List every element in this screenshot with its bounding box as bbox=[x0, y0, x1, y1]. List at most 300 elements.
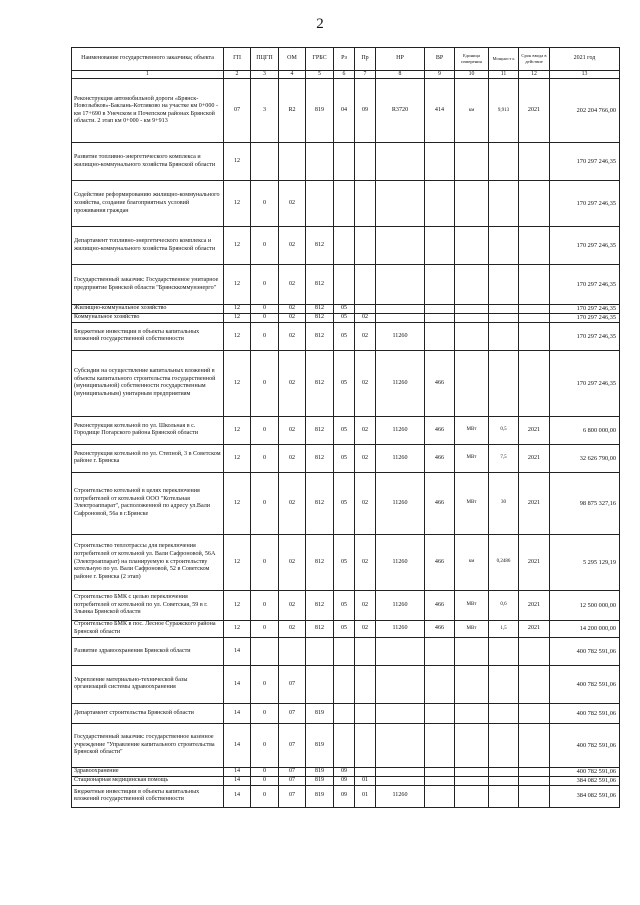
cell-nr: 11260 bbox=[376, 785, 425, 807]
cell-cap bbox=[489, 665, 519, 703]
table-row bbox=[72, 416, 620, 444]
cell-pr bbox=[355, 305, 376, 314]
row-name: Развитие здравоохранения Брянской области bbox=[72, 637, 224, 665]
cell-nr bbox=[376, 143, 425, 181]
row-name: Строительство БМК в пос. Лесное Суражского района Брянской области bbox=[72, 620, 224, 637]
table-row bbox=[72, 776, 620, 785]
row-name: Строительство БМК с целью переключения потребителей от котельной по ул. Советская, 59 в г. Злынка Брянской области bbox=[72, 590, 224, 620]
cell-amount: 400 782 591,06 bbox=[550, 703, 620, 723]
cell-term bbox=[519, 703, 550, 723]
cell-pcgp: 0 bbox=[251, 776, 279, 785]
cell-amount: 170 297 246,35 bbox=[550, 314, 620, 323]
table-row bbox=[72, 767, 620, 776]
cell-vr: 466 bbox=[425, 620, 455, 637]
cell-grbs bbox=[306, 181, 334, 227]
table-row bbox=[72, 620, 620, 637]
cell-cap bbox=[489, 637, 519, 665]
cell-amount: 400 782 591,06 bbox=[550, 723, 620, 767]
cell-gp: 14 bbox=[224, 776, 251, 785]
cell-gp: 12 bbox=[224, 143, 251, 181]
cell-unit bbox=[455, 314, 489, 323]
cell-rz bbox=[334, 723, 355, 767]
table-row bbox=[72, 79, 620, 143]
cell-rz: 05 bbox=[334, 314, 355, 323]
cell-amount: 170 297 246,35 bbox=[550, 181, 620, 227]
row-name: Субсидии на осуществление капитальных вложений в объекты капитального строительства государственной (муниципальной) собственности государственным (муниципальным) унитарным предприятиям bbox=[72, 350, 224, 416]
cell-nr bbox=[376, 181, 425, 227]
cell-amount: 170 297 246,35 bbox=[550, 143, 620, 181]
cell-cap bbox=[489, 227, 519, 265]
cell-nr bbox=[376, 227, 425, 265]
cell-amount: 170 297 246,35 bbox=[550, 227, 620, 265]
table-row bbox=[72, 703, 620, 723]
cell-cap: 0,2486 bbox=[489, 534, 519, 590]
cell-pr bbox=[355, 227, 376, 265]
cell-gp: 14 bbox=[224, 637, 251, 665]
cell-nr bbox=[376, 703, 425, 723]
cell-unit bbox=[455, 665, 489, 703]
cell-unit bbox=[455, 143, 489, 181]
cell-term: 2021 bbox=[519, 590, 550, 620]
cell-rz: 09 bbox=[334, 767, 355, 776]
table-row bbox=[72, 265, 620, 305]
table-row bbox=[72, 472, 620, 534]
cell-grbs: 812 bbox=[306, 620, 334, 637]
cell-term bbox=[519, 227, 550, 265]
cell-nr: 11260 bbox=[376, 322, 425, 350]
cell-amount: 384 082 591,06 bbox=[550, 776, 620, 785]
cell-cap bbox=[489, 350, 519, 416]
table-row bbox=[72, 723, 620, 767]
cell-nr bbox=[376, 776, 425, 785]
cell-pr: 02 bbox=[355, 472, 376, 534]
cell-nr: 11260 bbox=[376, 590, 425, 620]
cell-pcgp: 0 bbox=[251, 723, 279, 767]
cell-rz: 09 bbox=[334, 785, 355, 807]
table-row bbox=[72, 590, 620, 620]
cell-pr: 02 bbox=[355, 534, 376, 590]
cell-amount: 6 800 000,00 bbox=[550, 416, 620, 444]
page-number: 2 bbox=[316, 16, 324, 32]
cell-gp: 12 bbox=[224, 472, 251, 534]
column-number: 7 bbox=[355, 71, 376, 79]
cell-om: 07 bbox=[279, 723, 306, 767]
cell-om: 02 bbox=[279, 314, 306, 323]
cell-cap bbox=[489, 265, 519, 305]
column-header: ПЦГП bbox=[251, 48, 279, 71]
column-header: ВР bbox=[425, 48, 455, 71]
cell-rz: 04 bbox=[334, 79, 355, 143]
cell-om: 02 bbox=[279, 534, 306, 590]
cell-gp: 12 bbox=[224, 227, 251, 265]
cell-amount: 170 297 246,35 bbox=[550, 350, 620, 416]
cell-cap bbox=[489, 143, 519, 181]
cell-gp: 12 bbox=[224, 322, 251, 350]
table-row bbox=[72, 444, 620, 472]
cell-vr bbox=[425, 265, 455, 305]
cell-nr: 11260 bbox=[376, 444, 425, 472]
table-row bbox=[72, 785, 620, 807]
cell-unit: МВт bbox=[455, 590, 489, 620]
cell-gp: 12 bbox=[224, 620, 251, 637]
cell-term: 2021 bbox=[519, 534, 550, 590]
cell-grbs: 812 bbox=[306, 350, 334, 416]
cell-vr bbox=[425, 143, 455, 181]
cell-pcgp: 0 bbox=[251, 322, 279, 350]
cell-vr: 466 bbox=[425, 444, 455, 472]
cell-rz bbox=[334, 227, 355, 265]
cell-unit bbox=[455, 181, 489, 227]
row-name: Реконструкция автомобильной дороги «Брянск-Новозыбков»-Баклань-Котляково на участке км 0+000 - км 17+690 в Унечском и Почепском районах Брянской области. 2 этап км 0+000 - км 9+913 bbox=[72, 79, 224, 143]
column-number: 1 bbox=[72, 71, 224, 79]
cell-grbs bbox=[306, 637, 334, 665]
cell-cap bbox=[489, 314, 519, 323]
cell-gp: 14 bbox=[224, 723, 251, 767]
row-name: Государственный заказчик: Государственное унитарное предприятие Брянской области "Брянсккоммунэнерго" bbox=[72, 265, 224, 305]
cell-grbs: 819 bbox=[306, 767, 334, 776]
cell-pr bbox=[355, 703, 376, 723]
cell-om: R2 bbox=[279, 79, 306, 143]
cell-term: 2021 bbox=[519, 79, 550, 143]
cell-cap bbox=[489, 723, 519, 767]
cell-pr bbox=[355, 181, 376, 227]
cell-amount: 170 297 246,35 bbox=[550, 322, 620, 350]
row-name: Бюджетные инвестиции в объекты капитальных вложений государственной собственности bbox=[72, 322, 224, 350]
cell-pr: 02 bbox=[355, 314, 376, 323]
column-header: Рз bbox=[334, 48, 355, 71]
cell-nr bbox=[376, 265, 425, 305]
cell-vr bbox=[425, 665, 455, 703]
cell-vr bbox=[425, 227, 455, 265]
cell-gp: 12 bbox=[224, 416, 251, 444]
cell-vr bbox=[425, 314, 455, 323]
cell-cap: 9,913 bbox=[489, 79, 519, 143]
cell-rz: 05 bbox=[334, 620, 355, 637]
column-header: Наименование государственного заказчика; объекта bbox=[72, 48, 224, 71]
cell-amount: 170 297 246,35 bbox=[550, 265, 620, 305]
cell-term bbox=[519, 181, 550, 227]
cell-pr bbox=[355, 723, 376, 767]
cell-term: 2021 bbox=[519, 444, 550, 472]
cell-rz: 05 bbox=[334, 590, 355, 620]
cell-term bbox=[519, 637, 550, 665]
cell-term bbox=[519, 767, 550, 776]
cell-gp: 14 bbox=[224, 785, 251, 807]
cell-pcgp: 0 bbox=[251, 416, 279, 444]
cell-unit: МВт bbox=[455, 620, 489, 637]
cell-grbs: 819 bbox=[306, 776, 334, 785]
cell-pr: 02 bbox=[355, 620, 376, 637]
cell-rz: 05 bbox=[334, 444, 355, 472]
cell-term bbox=[519, 350, 550, 416]
cell-gp: 12 bbox=[224, 305, 251, 314]
column-header: Срок ввода в действие bbox=[519, 48, 550, 71]
cell-om: 02 bbox=[279, 227, 306, 265]
table-row bbox=[72, 227, 620, 265]
column-number: 9 bbox=[425, 71, 455, 79]
cell-amount: 14 200 000,00 bbox=[550, 620, 620, 637]
row-name: Укрепление материально-технической базы организаций системы здравоохранения bbox=[72, 665, 224, 703]
cell-amount: 32 626 790,00 bbox=[550, 444, 620, 472]
row-name: Реконструкция котельной по ул. Школьная в с. Городище Погарского района Брянской области bbox=[72, 416, 224, 444]
cell-pr bbox=[355, 665, 376, 703]
row-name: Государственный заказчик: государственное казенное учреждение "Управление капитального строительства Брянской области" bbox=[72, 723, 224, 767]
cell-gp: 14 bbox=[224, 767, 251, 776]
cell-vr: 466 bbox=[425, 472, 455, 534]
column-header: Мощност ь bbox=[489, 48, 519, 71]
cell-om: 07 bbox=[279, 767, 306, 776]
row-name: Департамент строительства Брянской области bbox=[72, 703, 224, 723]
cell-cap bbox=[489, 767, 519, 776]
cell-pcgp: 0 bbox=[251, 227, 279, 265]
row-name: Стационарная медицинская помощь bbox=[72, 776, 224, 785]
cell-unit: км bbox=[455, 79, 489, 143]
cell-cap bbox=[489, 322, 519, 350]
cell-unit bbox=[455, 703, 489, 723]
cell-pcgp bbox=[251, 143, 279, 181]
cell-rz bbox=[334, 665, 355, 703]
cell-term: 2021 bbox=[519, 620, 550, 637]
cell-unit bbox=[455, 637, 489, 665]
table-row bbox=[72, 665, 620, 703]
cell-om: 02 bbox=[279, 444, 306, 472]
cell-pcgp: 0 bbox=[251, 444, 279, 472]
cell-rz bbox=[334, 143, 355, 181]
cell-om: 07 bbox=[279, 665, 306, 703]
cell-rz: 05 bbox=[334, 472, 355, 534]
cell-pcgp: 0 bbox=[251, 314, 279, 323]
cell-rz: 05 bbox=[334, 416, 355, 444]
cell-unit bbox=[455, 305, 489, 314]
column-number: 12 bbox=[519, 71, 550, 79]
column-number: 3 bbox=[251, 71, 279, 79]
cell-unit bbox=[455, 227, 489, 265]
cell-pr bbox=[355, 637, 376, 665]
cell-pr: 02 bbox=[355, 590, 376, 620]
cell-grbs: 812 bbox=[306, 265, 334, 305]
cell-unit bbox=[455, 776, 489, 785]
cell-grbs: 812 bbox=[306, 322, 334, 350]
cell-unit bbox=[455, 785, 489, 807]
column-header: НР bbox=[376, 48, 425, 71]
table-row bbox=[72, 314, 620, 323]
cell-nr: 11260 bbox=[376, 416, 425, 444]
column-number: 10 bbox=[455, 71, 489, 79]
cell-unit: МВт bbox=[455, 444, 489, 472]
cell-pcgp: 0 bbox=[251, 703, 279, 723]
cell-amount: 5 295 129,19 bbox=[550, 534, 620, 590]
header-row bbox=[72, 48, 620, 71]
cell-grbs: 812 bbox=[306, 305, 334, 314]
cell-om bbox=[279, 637, 306, 665]
column-number-row bbox=[72, 71, 620, 79]
cell-om: 02 bbox=[279, 265, 306, 305]
table-body bbox=[72, 79, 620, 807]
cell-grbs bbox=[306, 665, 334, 703]
cell-pr: 02 bbox=[355, 444, 376, 472]
cell-pcgp bbox=[251, 637, 279, 665]
cell-grbs: 812 bbox=[306, 590, 334, 620]
cell-nr bbox=[376, 314, 425, 323]
cell-pr: 02 bbox=[355, 322, 376, 350]
cell-rz: 05 bbox=[334, 322, 355, 350]
cell-cap bbox=[489, 181, 519, 227]
cell-pr: 02 bbox=[355, 416, 376, 444]
cell-vr bbox=[425, 767, 455, 776]
cell-term bbox=[519, 776, 550, 785]
cell-vr: 466 bbox=[425, 590, 455, 620]
row-name: Строительство теплотрассы для переключения потребителей от котельной ул. Вали Сафроновой, 56А (Электроаппарат) на планируемую к строительству котельную по ул. Вали Сафроновой, 52 в Советском районе г. Брянска (2 этап) bbox=[72, 534, 224, 590]
cell-pcgp: 3 bbox=[251, 79, 279, 143]
cell-om: 02 bbox=[279, 472, 306, 534]
cell-pcgp: 0 bbox=[251, 350, 279, 416]
budget-table bbox=[71, 47, 620, 808]
cell-unit bbox=[455, 350, 489, 416]
row-name: Реконструкция котельной по ул. Степной, 3 в Советском районе г. Брянска bbox=[72, 444, 224, 472]
cell-om: 07 bbox=[279, 785, 306, 807]
cell-grbs: 812 bbox=[306, 472, 334, 534]
row-name: Здравоохранение bbox=[72, 767, 224, 776]
cell-term bbox=[519, 665, 550, 703]
cell-term bbox=[519, 265, 550, 305]
cell-grbs: 812 bbox=[306, 444, 334, 472]
cell-term bbox=[519, 723, 550, 767]
table-row bbox=[72, 534, 620, 590]
column-header: ОМ bbox=[279, 48, 306, 71]
cell-vr bbox=[425, 322, 455, 350]
column-number: 2 bbox=[224, 71, 251, 79]
table-row bbox=[72, 143, 620, 181]
cell-om: 02 bbox=[279, 590, 306, 620]
cell-grbs: 819 bbox=[306, 785, 334, 807]
cell-grbs: 812 bbox=[306, 314, 334, 323]
cell-pcgp: 0 bbox=[251, 620, 279, 637]
cell-pcgp: 0 bbox=[251, 590, 279, 620]
cell-cap bbox=[489, 776, 519, 785]
row-name: Строительство котельной в целях переключения потребителей от котельной ООО "Котельная Электроаппарат", расположенной по адресу ул.Вали Сафроновой, 56а в г.Брянске bbox=[72, 472, 224, 534]
cell-rz bbox=[334, 181, 355, 227]
cell-amount: 400 782 591,06 bbox=[550, 665, 620, 703]
column-header: ГРБС bbox=[306, 48, 334, 71]
cell-term bbox=[519, 322, 550, 350]
cell-vr bbox=[425, 723, 455, 767]
cell-om: 07 bbox=[279, 703, 306, 723]
cell-gp: 14 bbox=[224, 703, 251, 723]
row-name: Коммунальное хозяйство bbox=[72, 314, 224, 323]
cell-gp: 12 bbox=[224, 265, 251, 305]
cell-pr: 01 bbox=[355, 776, 376, 785]
cell-gp: 12 bbox=[224, 181, 251, 227]
cell-vr: 466 bbox=[425, 416, 455, 444]
cell-amount: 400 782 591,06 bbox=[550, 767, 620, 776]
cell-unit: км bbox=[455, 534, 489, 590]
cell-pcgp: 0 bbox=[251, 534, 279, 590]
cell-nr bbox=[376, 305, 425, 314]
column-number: 8 bbox=[376, 71, 425, 79]
cell-rz: 09 bbox=[334, 776, 355, 785]
cell-term bbox=[519, 305, 550, 314]
column-header: Пр bbox=[355, 48, 376, 71]
table-row bbox=[72, 181, 620, 227]
cell-term bbox=[519, 785, 550, 807]
cell-nr bbox=[376, 723, 425, 767]
cell-nr: 11260 bbox=[376, 472, 425, 534]
cell-amount: 98 875 327,16 bbox=[550, 472, 620, 534]
cell-grbs: 819 bbox=[306, 723, 334, 767]
cell-rz bbox=[334, 703, 355, 723]
cell-gp: 14 bbox=[224, 665, 251, 703]
cell-term: 2021 bbox=[519, 472, 550, 534]
cell-rz: 05 bbox=[334, 534, 355, 590]
cell-grbs bbox=[306, 143, 334, 181]
cell-rz bbox=[334, 637, 355, 665]
row-name: Департамент топливно-энергетического комплекса и жилищно-коммунального хозяйства Брянской области bbox=[72, 227, 224, 265]
cell-amount: 400 782 591,06 bbox=[550, 637, 620, 665]
table-row bbox=[72, 350, 620, 416]
cell-om: 02 bbox=[279, 620, 306, 637]
cell-grbs: 819 bbox=[306, 79, 334, 143]
cell-pcgp: 0 bbox=[251, 665, 279, 703]
column-number: 5 bbox=[306, 71, 334, 79]
cell-rz bbox=[334, 265, 355, 305]
cell-nr bbox=[376, 637, 425, 665]
cell-amount: 12 500 000,00 bbox=[550, 590, 620, 620]
cell-om: 02 bbox=[279, 322, 306, 350]
cell-cap: 0,5 bbox=[489, 416, 519, 444]
cell-rz: 05 bbox=[334, 305, 355, 314]
table-row bbox=[72, 322, 620, 350]
cell-nr: 11260 bbox=[376, 620, 425, 637]
cell-amount: 170 297 246,35 bbox=[550, 305, 620, 314]
cell-gp: 12 bbox=[224, 590, 251, 620]
cell-nr: 11260 bbox=[376, 350, 425, 416]
cell-pr bbox=[355, 143, 376, 181]
cell-rz: 05 bbox=[334, 350, 355, 416]
table-row bbox=[72, 637, 620, 665]
cell-vr bbox=[425, 776, 455, 785]
table-row bbox=[72, 305, 620, 314]
cell-om: 02 bbox=[279, 350, 306, 416]
cell-vr: 466 bbox=[425, 534, 455, 590]
column-number: 6 bbox=[334, 71, 355, 79]
cell-term: 2021 bbox=[519, 416, 550, 444]
cell-nr: R3720 bbox=[376, 79, 425, 143]
cell-om: 02 bbox=[279, 416, 306, 444]
cell-gp: 12 bbox=[224, 444, 251, 472]
cell-vr bbox=[425, 785, 455, 807]
cell-gp: 12 bbox=[224, 350, 251, 416]
cell-vr bbox=[425, 703, 455, 723]
cell-unit: МВт bbox=[455, 472, 489, 534]
cell-grbs: 812 bbox=[306, 227, 334, 265]
cell-grbs: 812 bbox=[306, 534, 334, 590]
cell-unit bbox=[455, 265, 489, 305]
cell-amount: 384 082 591,06 bbox=[550, 785, 620, 807]
cell-amount: 202 204 766,00 bbox=[550, 79, 620, 143]
cell-cap: 30 bbox=[489, 472, 519, 534]
cell-pr bbox=[355, 265, 376, 305]
cell-vr: 414 bbox=[425, 79, 455, 143]
column-header: Единица измерения bbox=[455, 48, 489, 71]
column-number: 11 bbox=[489, 71, 519, 79]
cell-pcgp: 0 bbox=[251, 472, 279, 534]
column-header: 2021 год bbox=[550, 48, 620, 71]
cell-unit: МВт bbox=[455, 416, 489, 444]
cell-nr: 11260 bbox=[376, 534, 425, 590]
row-name: Развитие топливно-энергетического комплекса и жилищно-коммунального хозяйства Брянской области bbox=[72, 143, 224, 181]
cell-om: 02 bbox=[279, 305, 306, 314]
cell-nr bbox=[376, 665, 425, 703]
